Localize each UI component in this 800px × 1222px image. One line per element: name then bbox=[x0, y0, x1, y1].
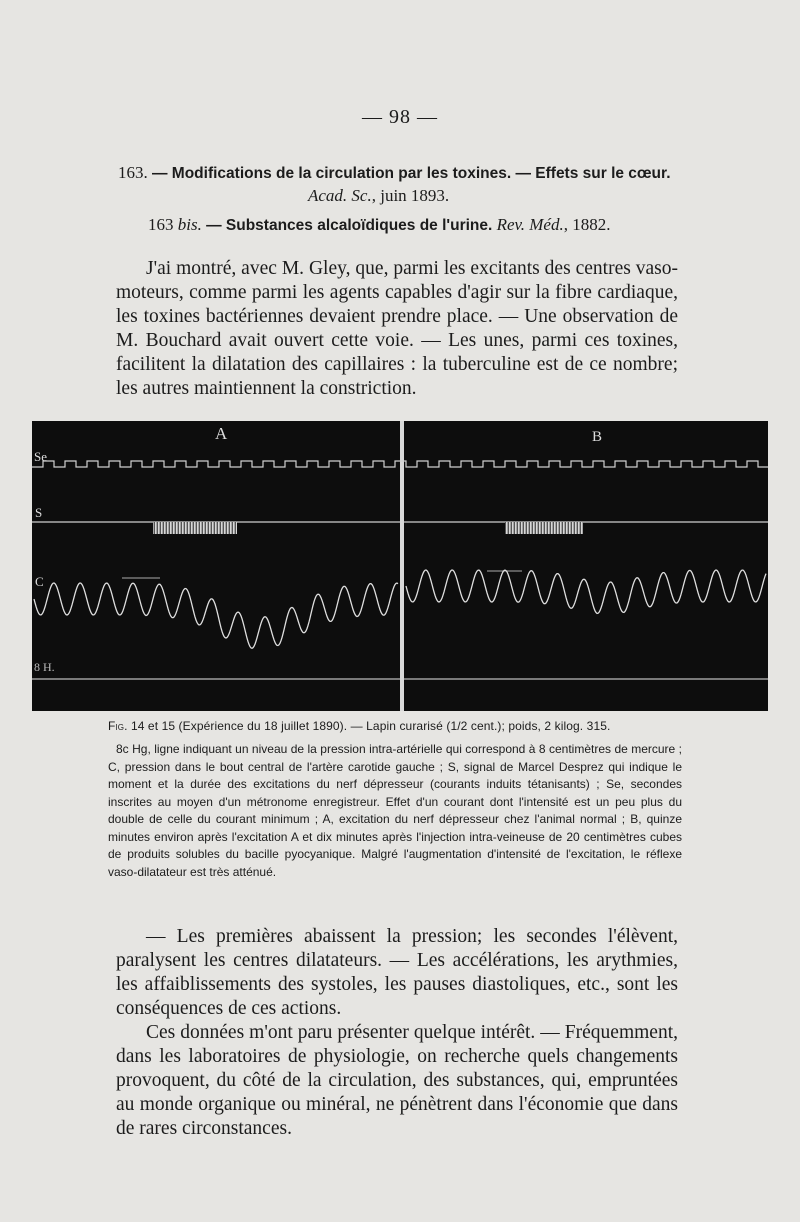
reference-date: , 1882. bbox=[563, 215, 611, 234]
panel-a-label: A bbox=[215, 424, 228, 443]
trace-label-hg: 8 H. bbox=[34, 660, 55, 674]
paragraph-intro bbox=[116, 257, 678, 401]
kymograph-trace-image bbox=[32, 421, 768, 711]
kymograph-figure bbox=[32, 421, 768, 711]
stimulus-signal-b bbox=[505, 522, 583, 534]
trace-label-s: S bbox=[35, 505, 43, 520]
reference-number: 163 bbox=[148, 215, 174, 234]
trace-label-c: C bbox=[35, 574, 44, 589]
paragraph-consequences bbox=[116, 925, 678, 1141]
figure-caption-body bbox=[108, 741, 682, 881]
figure-caption-title bbox=[108, 718, 682, 736]
page-number: — 98 — bbox=[362, 106, 438, 128]
panel-divider bbox=[400, 421, 404, 711]
figure-caption-heading: 14 et 15 (Expérience du 18 juillet 1890). — Lapin curarisé (1/2 cent.); poids, 2 kilog. 315. bbox=[130, 719, 611, 733]
reference-163 bbox=[118, 162, 678, 207]
paragraph-text: J'ai montré, avec M. Gley, que, parmi les excitants des centres vaso-moteurs, comme parmi les agents capables d'agir sur la fibre cardiaque, les toxines bactériennes devaient prendre place. — Une observation de M. Bouchard avait ouvert cette voie. — Les unes, parmi ces toxines, facilitent la dilatation des capillaires : la tuberculine est de ce nombre; les autres maintiennent la constriction. bbox=[116, 258, 678, 399]
reference-journal: Acad. Sc. bbox=[308, 186, 372, 205]
reference-title: — Modifications de la circulation par les toxines. — Effets sur le cœur. bbox=[152, 165, 671, 182]
reference-date: , juin 1893. bbox=[371, 186, 450, 205]
reference-number: 163. bbox=[118, 163, 148, 182]
panel-b-label: B bbox=[592, 429, 603, 445]
reference-suffix: bis. bbox=[177, 215, 202, 234]
trace-label-se: Se bbox=[34, 449, 47, 464]
paragraph-text: Ces données m'ont paru présenter quelque intérêt. — Fréquemment, dans les laboratoires de physiologie, on recherche quels changements provoquent, du côté de la circulation, des substances, qui, empruntées au monde organique ou minéral, ne pénètrent dans l'économie que dans de rares circonstances. bbox=[116, 1022, 678, 1139]
figure-label: Fig. bbox=[108, 719, 128, 733]
stimulus-signal-a bbox=[153, 522, 237, 534]
reference-title: — Substances alcaloïdiques de l'urine. bbox=[206, 217, 493, 234]
figure-caption-text: 8c Hg, ligne indiquant un niveau de la pression intra-artérielle qui correspond à 8 centimètres de mercure ; C, pression dans le bout central de l'artère carotide gauche ; S, signal de Marcel Desprez qui indique le moment et la durée des excitations du nerf dépresseur (courants induits tétanisants) ; Se, secondes inscrites au moyen d'un métronome enregistreur. Effet d'un courant dont l'intensité est un peu plus du double de celle du courant minimum ; A, excitation du nerf dépresseur chez l'animal normal ; B, quinze minutes environ après l'excitation A et dix minutes après l'injection intra-veineuse de 20 centimètres cubes de produits solubles du bacille pyocyanique. Malgré l'augmentation d'intensité de l'excitation, le réflexe vaso-dilatateur est très atténué. bbox=[108, 742, 682, 879]
paragraph-text: — Les premières abaissent la pression; les secondes l'élèvent, paralysent les centres dilatateurs. — Les accélérations, les arythmies, les affaiblissements des systoles, les pauses diastoliques, etc., sont les conséquences de ces actions. bbox=[116, 926, 678, 1019]
reference-163-bis bbox=[148, 214, 708, 237]
reference-journal: Rev. Méd. bbox=[496, 215, 564, 234]
